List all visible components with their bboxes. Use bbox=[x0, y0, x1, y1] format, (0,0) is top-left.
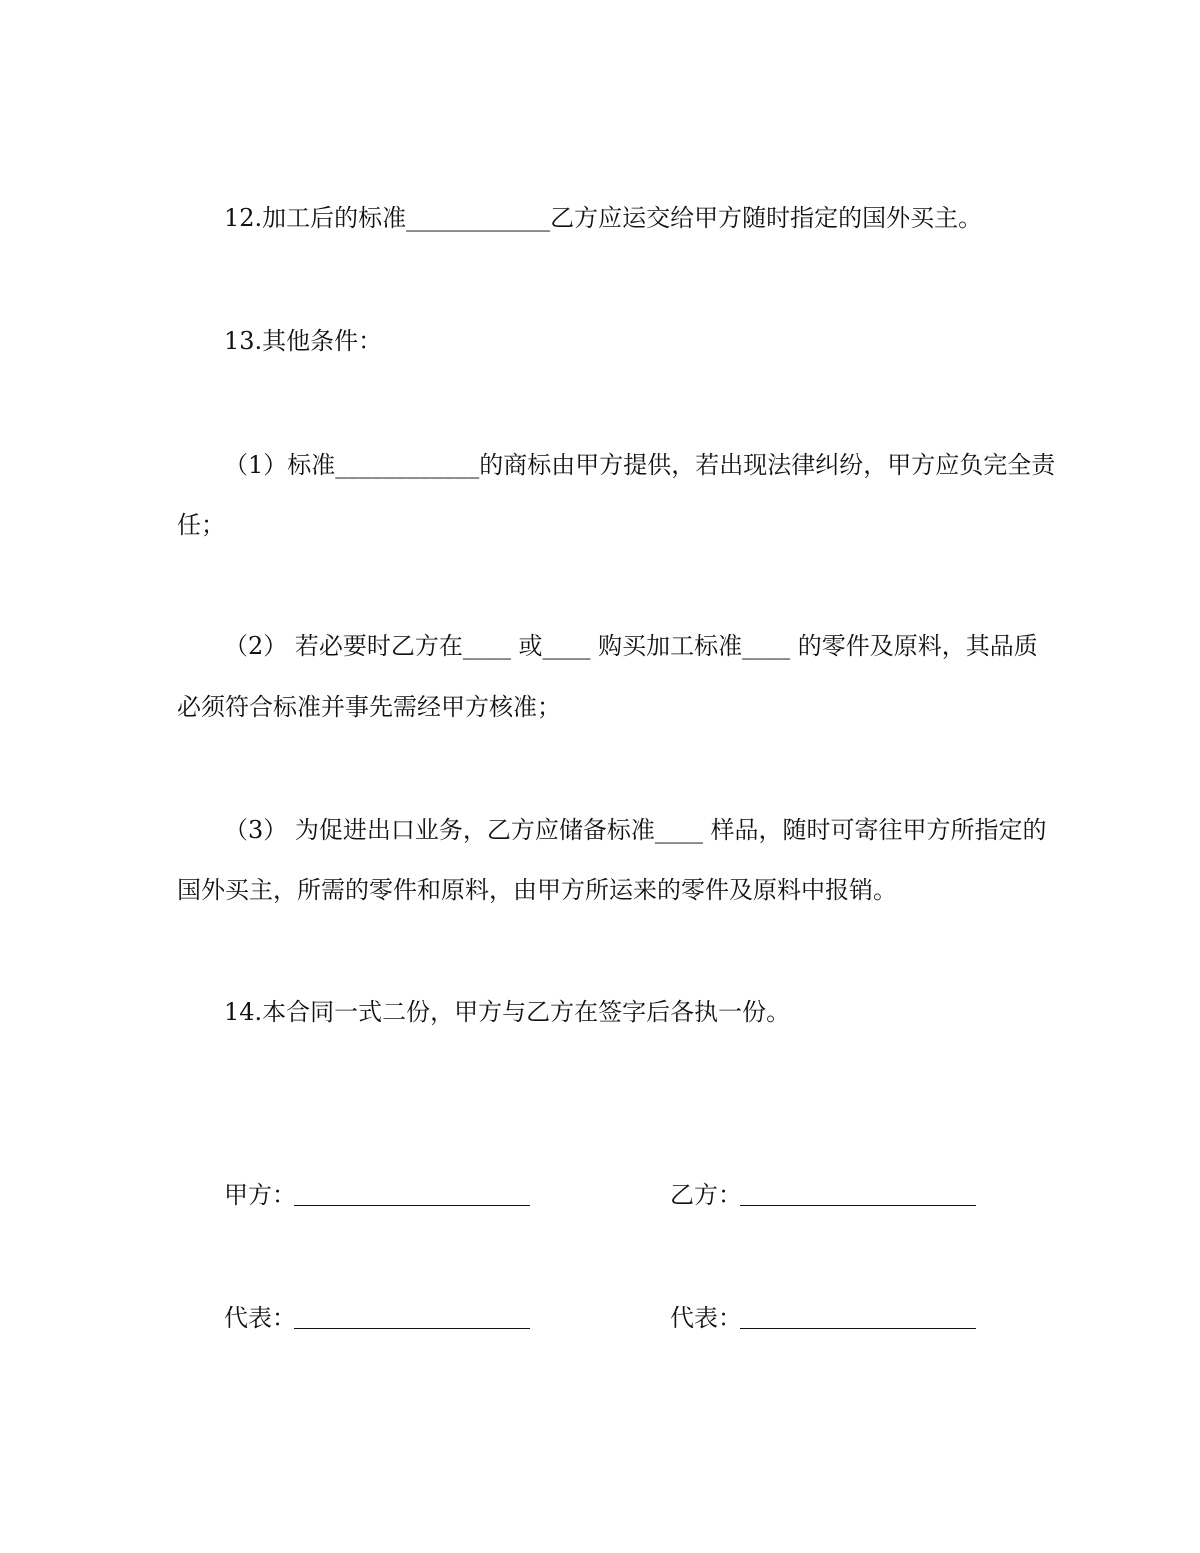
party-b-label: 乙方： bbox=[670, 1181, 742, 1209]
rep-b-signature-line bbox=[740, 1328, 976, 1329]
rep-a-signature-line bbox=[294, 1328, 530, 1329]
party-a-signature-line bbox=[294, 1205, 530, 1206]
rep-b-label: 代表： bbox=[670, 1304, 742, 1332]
clause-13-1-line-1: （1）标准____________的商标由甲方提供，若出现法律纠纷，甲方应负完全责 bbox=[224, 451, 1056, 479]
clause-13-3-line-1: （3） 为促进出口业务，乙方应储备标准____ 样品，随时可寄往甲方所指定的 bbox=[224, 816, 1047, 844]
clause-13-3-line-2: 国外买主，所需的零件和原料，由甲方所运来的零件及原料中报销。 bbox=[177, 876, 897, 904]
clause-12: 12.加工后的标准____________乙方应运交给甲方随时指定的国外买主。 bbox=[224, 204, 983, 232]
party-a-label: 甲方： bbox=[224, 1181, 296, 1209]
clause-13-1-line-2: 任； bbox=[177, 511, 225, 539]
clause-14: 14.本合同一式二份，甲方与乙方在签字后各执一份。 bbox=[224, 998, 791, 1026]
clause-13-2-line-2: 必须符合标准并事先需经甲方核准； bbox=[177, 693, 561, 721]
clause-13-heading: 13.其他条件： bbox=[224, 327, 383, 355]
rep-a-label: 代表： bbox=[224, 1304, 296, 1332]
party-b-signature-line bbox=[740, 1205, 976, 1206]
clause-13-2-line-1: （2） 若必要时乙方在____ 或____ 购买加工标准____ 的零件及原料，其品质 bbox=[224, 632, 1038, 660]
